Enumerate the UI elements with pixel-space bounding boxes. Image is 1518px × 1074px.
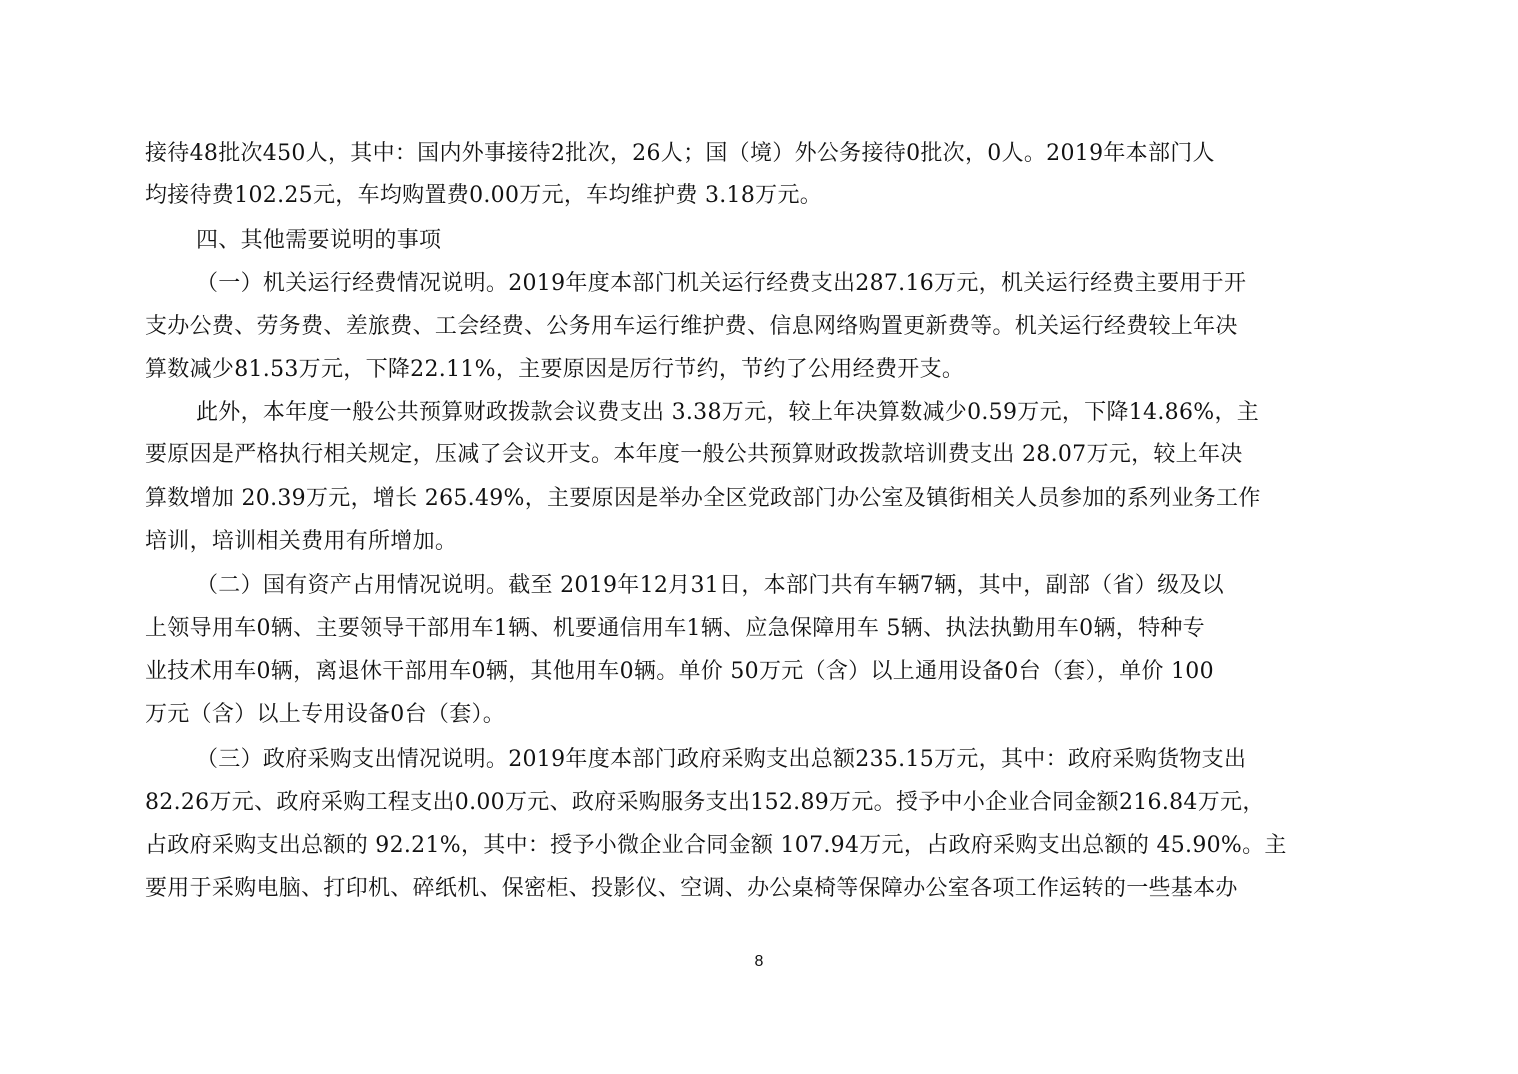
body-text-line: （一）机关运行经费情况说明。2019年度本部门机关运行经费支出287.16万元，机关运行经费主要用于开 <box>196 271 1247 296</box>
body-text-line: （二）国有资产占用情况说明。截至 2019年12月31日，本部门共有车辆7辆，其中，副部（省）级及以 <box>196 573 1224 598</box>
body-text-line: 万元（含）以上专用设备0台（套）。 <box>145 702 506 727</box>
body-text-line: 均接待费102.25元，车均购置费0.00万元，车均维护费 3.18万元。 <box>145 183 823 208</box>
body-text-line: 要用于采购电脑、打印机、碎纸机、保密柜、投影仪、空调、办公桌椅等保障办公室各项工作运转的一些基本办 <box>145 876 1238 901</box>
body-text-line: 占政府采购支出总额的 92.21%，其中：授予小微企业合同金额 107.94万元，占政府采购支出总额的 45.90%。主 <box>145 833 1287 858</box>
body-text-line: 培训，培训相关费用有所增加。 <box>145 529 458 554</box>
body-text-line: 业技术用车0辆，离退休干部用车0辆，其他用车0辆。单价 50万元（含）以上通用设备0台（套），单价 100 <box>145 659 1214 684</box>
body-text-line: 算数减少81.53万元，下降22.11%，主要原因是厉行节约，节约了公用经费开支。 <box>145 357 965 382</box>
body-text-line: （三）政府采购支出情况说明。2019年度本部门政府采购支出总额235.15万元，其中：政府采购货物支出 <box>196 747 1247 772</box>
body-text-line: 上领导用车0辆、主要领导干部用车1辆、机要通信用车1辆、应急保障用车 5辆、执法执勤用车0辆，特种专 <box>145 616 1205 641</box>
body-text-line: 支办公费、劳务费、差旅费、工会经费、公务用车运行维护费、信息网络购置更新费等。机关运行经费较上年决 <box>145 314 1238 339</box>
section-heading: 四、其他需要说明的事项 <box>196 228 442 253</box>
body-text-line: 要原因是严格执行相关规定，压减了会议开支。本年度一般公共预算财政拨款培训费支出 28.07万元，较上年决 <box>145 442 1243 467</box>
body-text-line: 接待48批次450人，其中：国内外事接待2批次，26人；国（境）外公务接待0批次，0人。2019年本部门人 <box>145 141 1215 166</box>
body-text-line: 算数增加 20.39万元，增长 265.49%，主要原因是举办全区党政部门办公室及镇街相关人员参加的系列业务工作 <box>145 486 1261 511</box>
body-text-line: 82.26万元、政府采购工程支出0.00万元、政府采购服务支出152.89万元。授予中小企业合同金额216.84万元， <box>145 790 1265 815</box>
body-text-line: 此外，本年度一般公共预算财政拨款会议费支出 3.38万元，较上年决算数减少0.59万元，下降14.86%，主 <box>196 400 1260 425</box>
page-number: 8 <box>754 953 764 970</box>
